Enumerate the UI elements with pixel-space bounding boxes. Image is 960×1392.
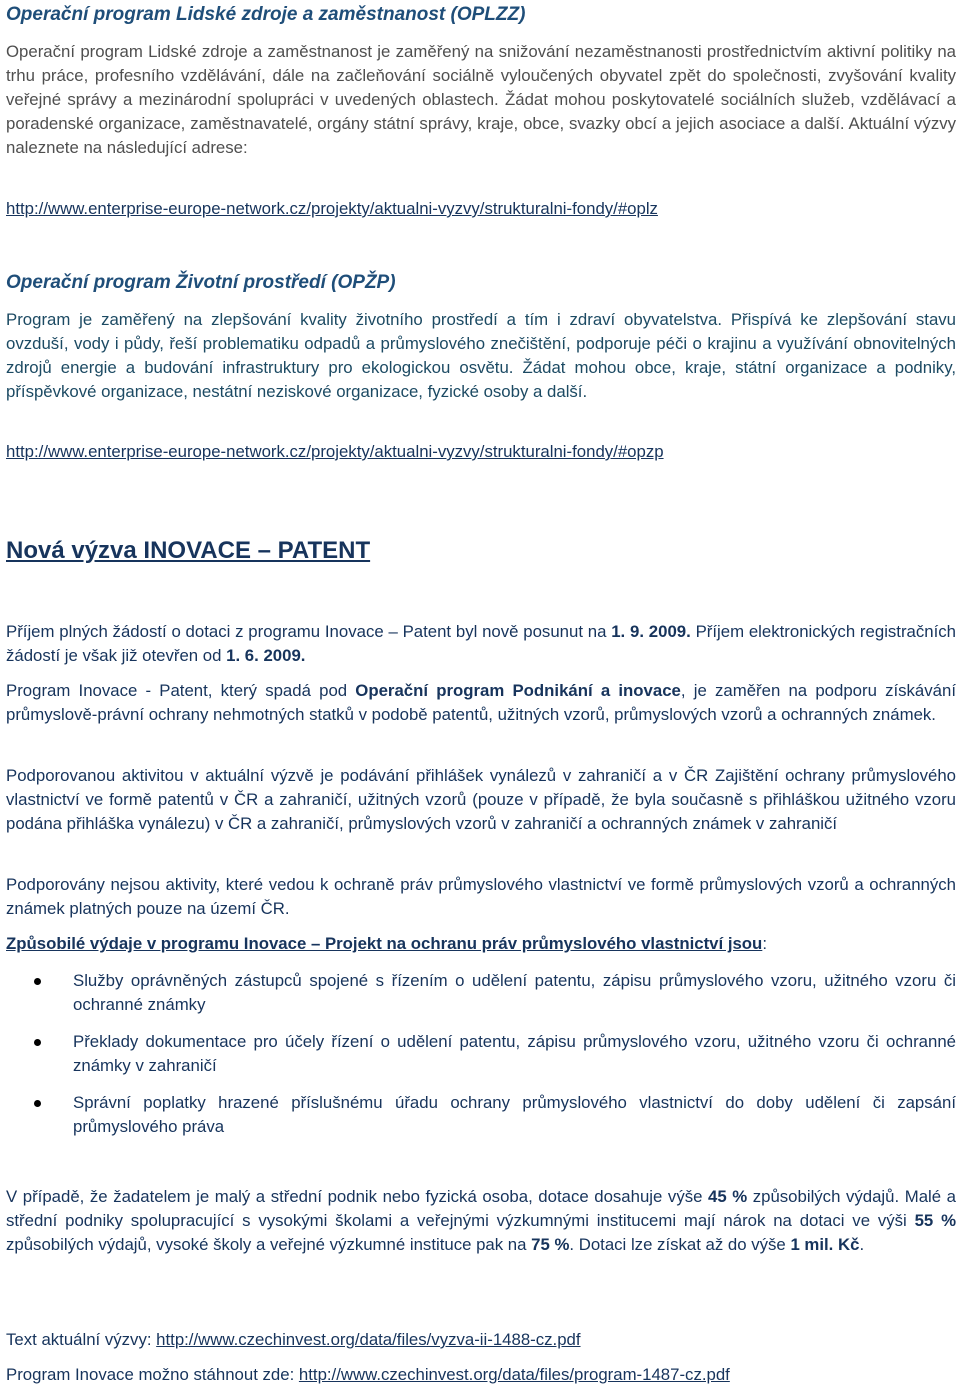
- subsidy-text-3: způsobilých výdajů, vysoké školy a veřejné výzkumné instituce pak na: [6, 1235, 532, 1254]
- eligible-expenses-heading: [6, 932, 956, 956]
- bullet-icon: [34, 978, 41, 985]
- program-name: Operační program Podnikání a inovace: [355, 681, 681, 700]
- opzp-paragraph: Program je zaměřený na zlepšování kvality životního prostředí a tím i zdraví obyvatelstva. Přispívá ke zlepšování stavu ovzduší, vody i půdy, řeší problematiku odpadů a průmyslového znečištění, podporuje péči o krajinu a využívání obnovitelných zdrojů energie a budování infrastruktury pro ekologickou osvětu. Žádat mohou obce, kraje, státní organizace a podniky, příspěvkové organizace, nestátní neziskové organizace, fyzické osoby a další.: [6, 310, 956, 401]
- opzp-link[interactable]: http://www.enterprise-europe-network.cz/projekty/aktualni-vyzvy/strukturalni-fondy/#opzp: [6, 442, 664, 461]
- call-text-label: Text aktuální výzvy:: [6, 1330, 157, 1349]
- oplzz-link[interactable]: http://www.enterprise-europe-network.cz/projekty/aktualni-vyzvy/strukturalni-fondy/#oplz: [6, 199, 658, 218]
- oplzz-heading: Operační program Lidské zdroje a zaměstnanost (OPLZZ): [6, 4, 526, 25]
- list-item-text: Služby oprávněných zástupců spojené s řízením o udělení patentu, zápisu průmyslového vzoru, užitného vzoru či ochranné známky: [73, 971, 956, 1014]
- subsidy-text-4: . Dotaci lze získat až do výše: [569, 1235, 791, 1254]
- opzp-link-line: [6, 440, 664, 464]
- call-text-link[interactable]: http://www.czechinvest.org/data/files/vyzva-ii-1488-cz.pdf: [156, 1330, 581, 1349]
- subsidy-max-amount: 1 mil. Kč: [790, 1235, 860, 1254]
- intake-text-1: Příjem plných žádostí o dotaci z programu Inovace – Patent byl nově posunut na: [6, 622, 612, 641]
- subsidy-text-2: způsobilých výdajů. Malé a střední podniky spolupracující s vysokými školami a veřejnými výzkumnými institucemi mají nárok na dotaci ve výši: [6, 1187, 956, 1230]
- list-item-text: Překlady dokumentace pro účely řízení o udělení patentu, zápisu průmyslového vzoru, užitného vzoru či ochranné známky v zahraničí: [73, 1032, 956, 1075]
- intake-date-full: 1. 9. 2009.: [611, 622, 691, 641]
- program-download-label: Program Inovace možno stáhnout zde:: [6, 1365, 299, 1384]
- eligible-expenses-list: [6, 969, 956, 1139]
- program-download-link[interactable]: http://www.czechinvest.org/data/files/program-1487-cz.pdf: [298, 1365, 730, 1384]
- list-item: [6, 1091, 956, 1139]
- bullet-icon: [34, 1100, 41, 1107]
- list-item: [6, 1030, 956, 1078]
- call-text-line: [6, 1328, 581, 1352]
- subsidy-rate-universities: 75 %: [531, 1235, 570, 1254]
- oplzz-paragraph: Operační program Lidské zdroje a zaměstnanost je zaměřený na snižování nezaměstnanosti prostřednictvím aktivní politiky na trhu práce, profesního vzdělávání, dále na začleňování sociálně vyloučených obyvatel zpět do společnosti, zvyšování kvality veřejné správy a mezinárodní spolupráci v uvedených oblastech. Žádat mohou poskytovatelé sociálních služeb, vzdělávací a poradenské organizace, zaměstnavatelé, orgány státní správy, kraje, obce, svazky obcí a jejich asociace a další. Aktuální výzvy naleznete na následující adrese:: [6, 42, 956, 157]
- subsidy-text-1: V případě, že žadatelem je malý a střední podnik nebo fyzická osoba, dotace dosahuje výše: [6, 1187, 708, 1206]
- program-text-1: Program Inovace - Patent, který spadá pod: [6, 681, 356, 700]
- program-text-2: , je zaměřen na podporu získávání průmyslově-právní ochrany nehmotných statků v podobě patentů, užitných vzorů, průmyslových vzorů a ochranných známek.: [6, 681, 956, 724]
- opzp-heading: Operační program Životní prostředí (OPŽP): [6, 272, 396, 293]
- subsidy-paragraph: [6, 1185, 956, 1257]
- intake-paragraph: [6, 620, 956, 668]
- intake-date-electronic: 1. 6. 2009.: [226, 646, 306, 665]
- list-item: [6, 969, 956, 1017]
- subsidy-rate-cooperation: 55 %: [914, 1211, 957, 1230]
- program-download-line: [6, 1363, 730, 1387]
- oplzz-link-line: [6, 197, 658, 221]
- list-item-text: Správní poplatky hrazené příslušnému úřadu ochrany průmyslového vlastnictví do doby udělení či zapsání průmyslového práva: [73, 1093, 956, 1136]
- intake-text-2: Příjem elektronických registračních žádostí je však již otevřen od: [6, 622, 957, 665]
- bullet-icon: [34, 1039, 41, 1046]
- subsidy-text-5: .: [859, 1235, 865, 1254]
- eligible-expenses-title: Způsobilé výdaje v programu Inovace – Projekt na ochranu práv průmyslového vlastnictví jsou: [6, 934, 763, 953]
- program-description: [6, 679, 956, 727]
- eligible-colon: :: [762, 934, 767, 953]
- subsidy-rate-sme: 45 %: [708, 1187, 748, 1206]
- supported-activity-paragraph: Podporovanou aktivitou v aktuální výzvě je podávání přihlášek vynálezů v zahraničí a v ČR Zajištění ochrany průmyslového vlastnictví ve formě patentů v ČR a zahraničí, užitných vzorů (pouze v případě, že byla současně s přihláškou užitného vzoru podána přihláška vynálezu) v ČR a zahraničí, průmyslových vzorů v zahraničí a ochranných známek v zahraničí: [6, 766, 956, 833]
- unsupported-activity-paragraph: Podporovány nejsou aktivity, které vedou k ochraně práv průmyslového vlastnictví ve formě průmyslových vzorů a ochranných známek platných pouze na území ČR.: [6, 875, 956, 918]
- inovace-heading: Nová výzva INOVACE – PATENT: [6, 537, 371, 564]
